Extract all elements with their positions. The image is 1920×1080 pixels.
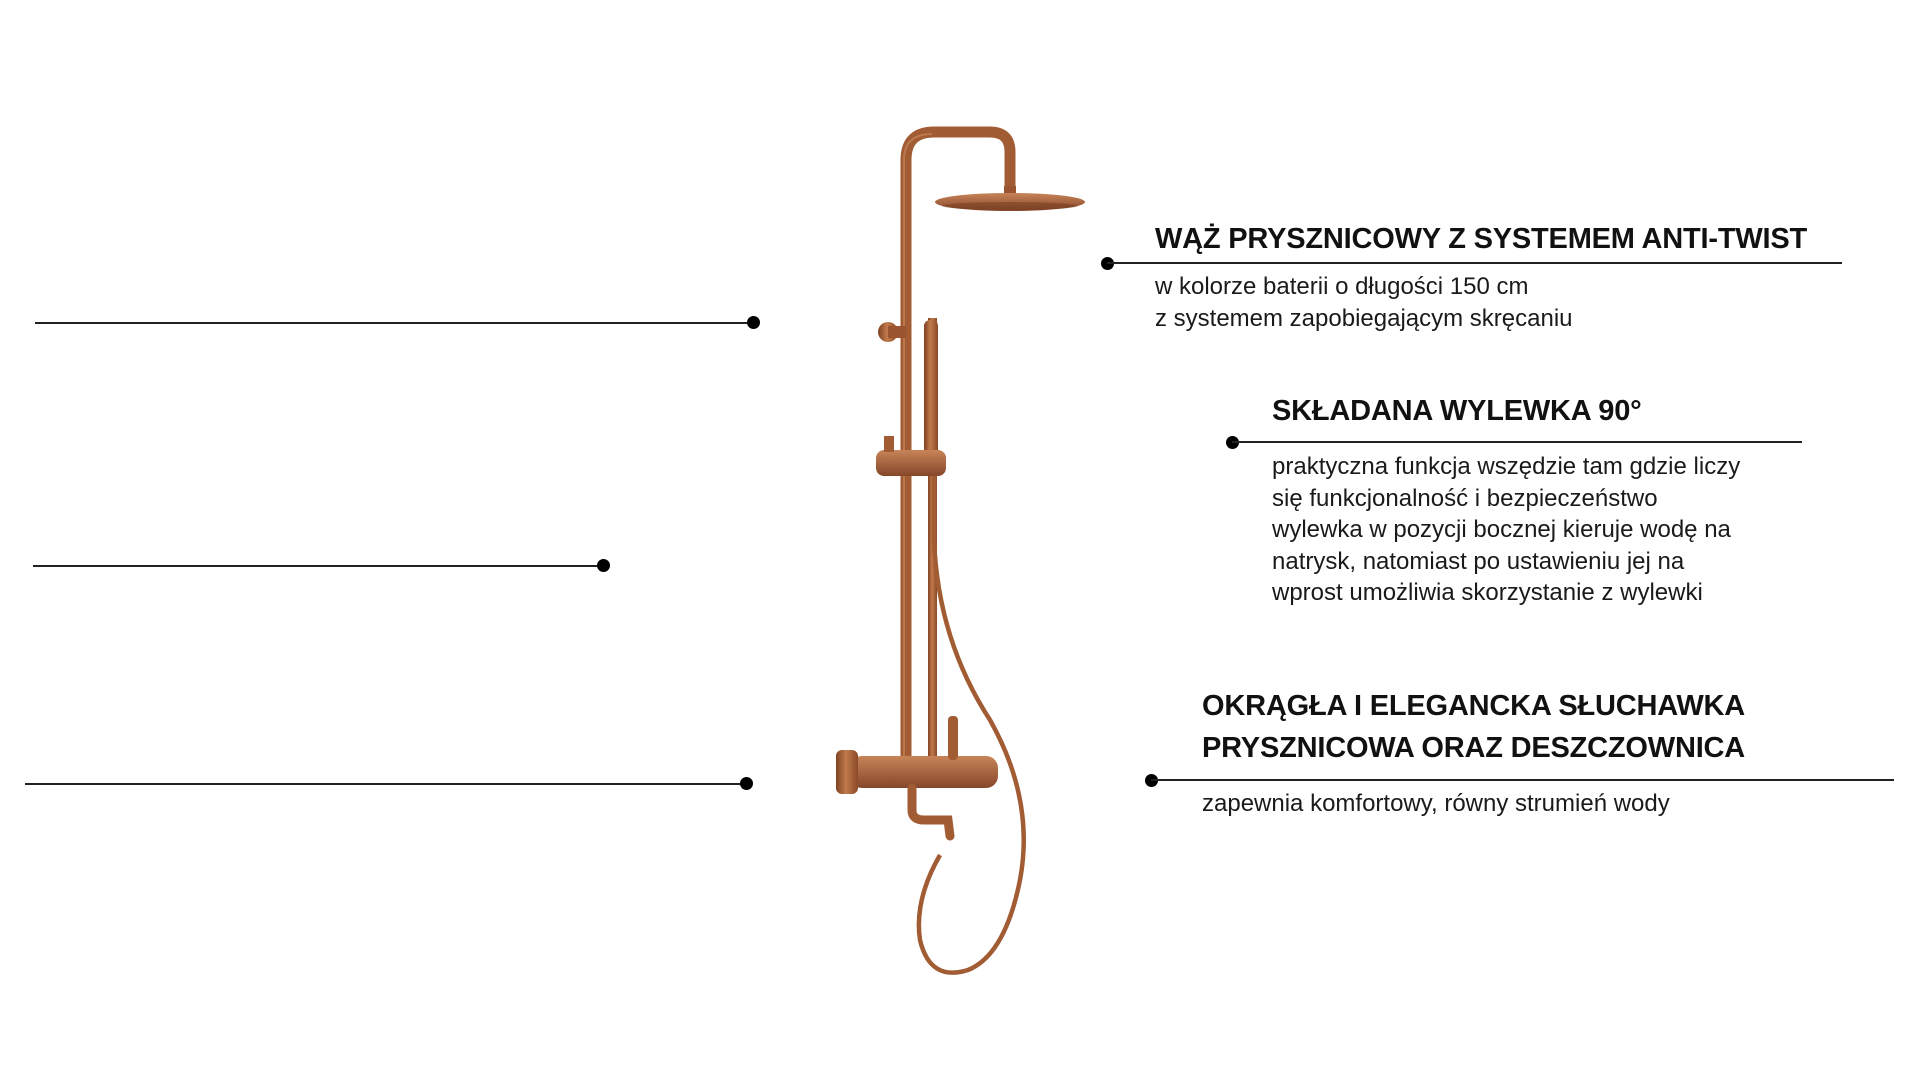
feature-title: SKŁADANA WYLEWKA 90° [1272, 395, 1642, 427]
mixer-handle-left [836, 750, 858, 794]
leader-line [1232, 441, 1802, 443]
bath-spout [912, 788, 950, 836]
mixer-body [850, 756, 998, 788]
feature-description: zapewnia komfortowy, równy strumień wody [1202, 790, 1670, 817]
leader-dot [597, 559, 610, 572]
leader-line [35, 322, 753, 324]
leader-dot [747, 316, 760, 329]
shower-column-illustration [820, 120, 1100, 1000]
mixer-lever [948, 716, 958, 760]
leader-line [33, 565, 603, 567]
leader-line [1151, 779, 1894, 781]
leader-line [25, 783, 747, 785]
slider-bracket [876, 450, 946, 476]
hand-shower [924, 320, 938, 470]
feature-title: WĄŻ PRYSZNICOWY Z SYSTEMEM ANTI-TWIST [1155, 223, 1808, 255]
feature-title: OKRĄGŁA I ELEGANCKA SŁUCHAWKA PRYSZNICOWA ORAZ DESZCZOWNICA [1202, 690, 1746, 764]
feature-description: w kolorze baterii o długości 150 cm z systemem zapobiegającym skręcaniu [1155, 273, 1573, 332]
leader-line [1107, 262, 1842, 264]
rain-shower-head [1004, 186, 1016, 194]
feature-description: praktyczna funkcja wszędzie tam gdzie liczy się funkcjonalność i bezpieczeństwo wylewka w pozycji bocznej kieruje wodę na natrysk, natomiast po ustawieniu jej na wprost umożliwia skorzystanie z wylewki [1272, 453, 1741, 606]
leader-dot [740, 777, 753, 790]
